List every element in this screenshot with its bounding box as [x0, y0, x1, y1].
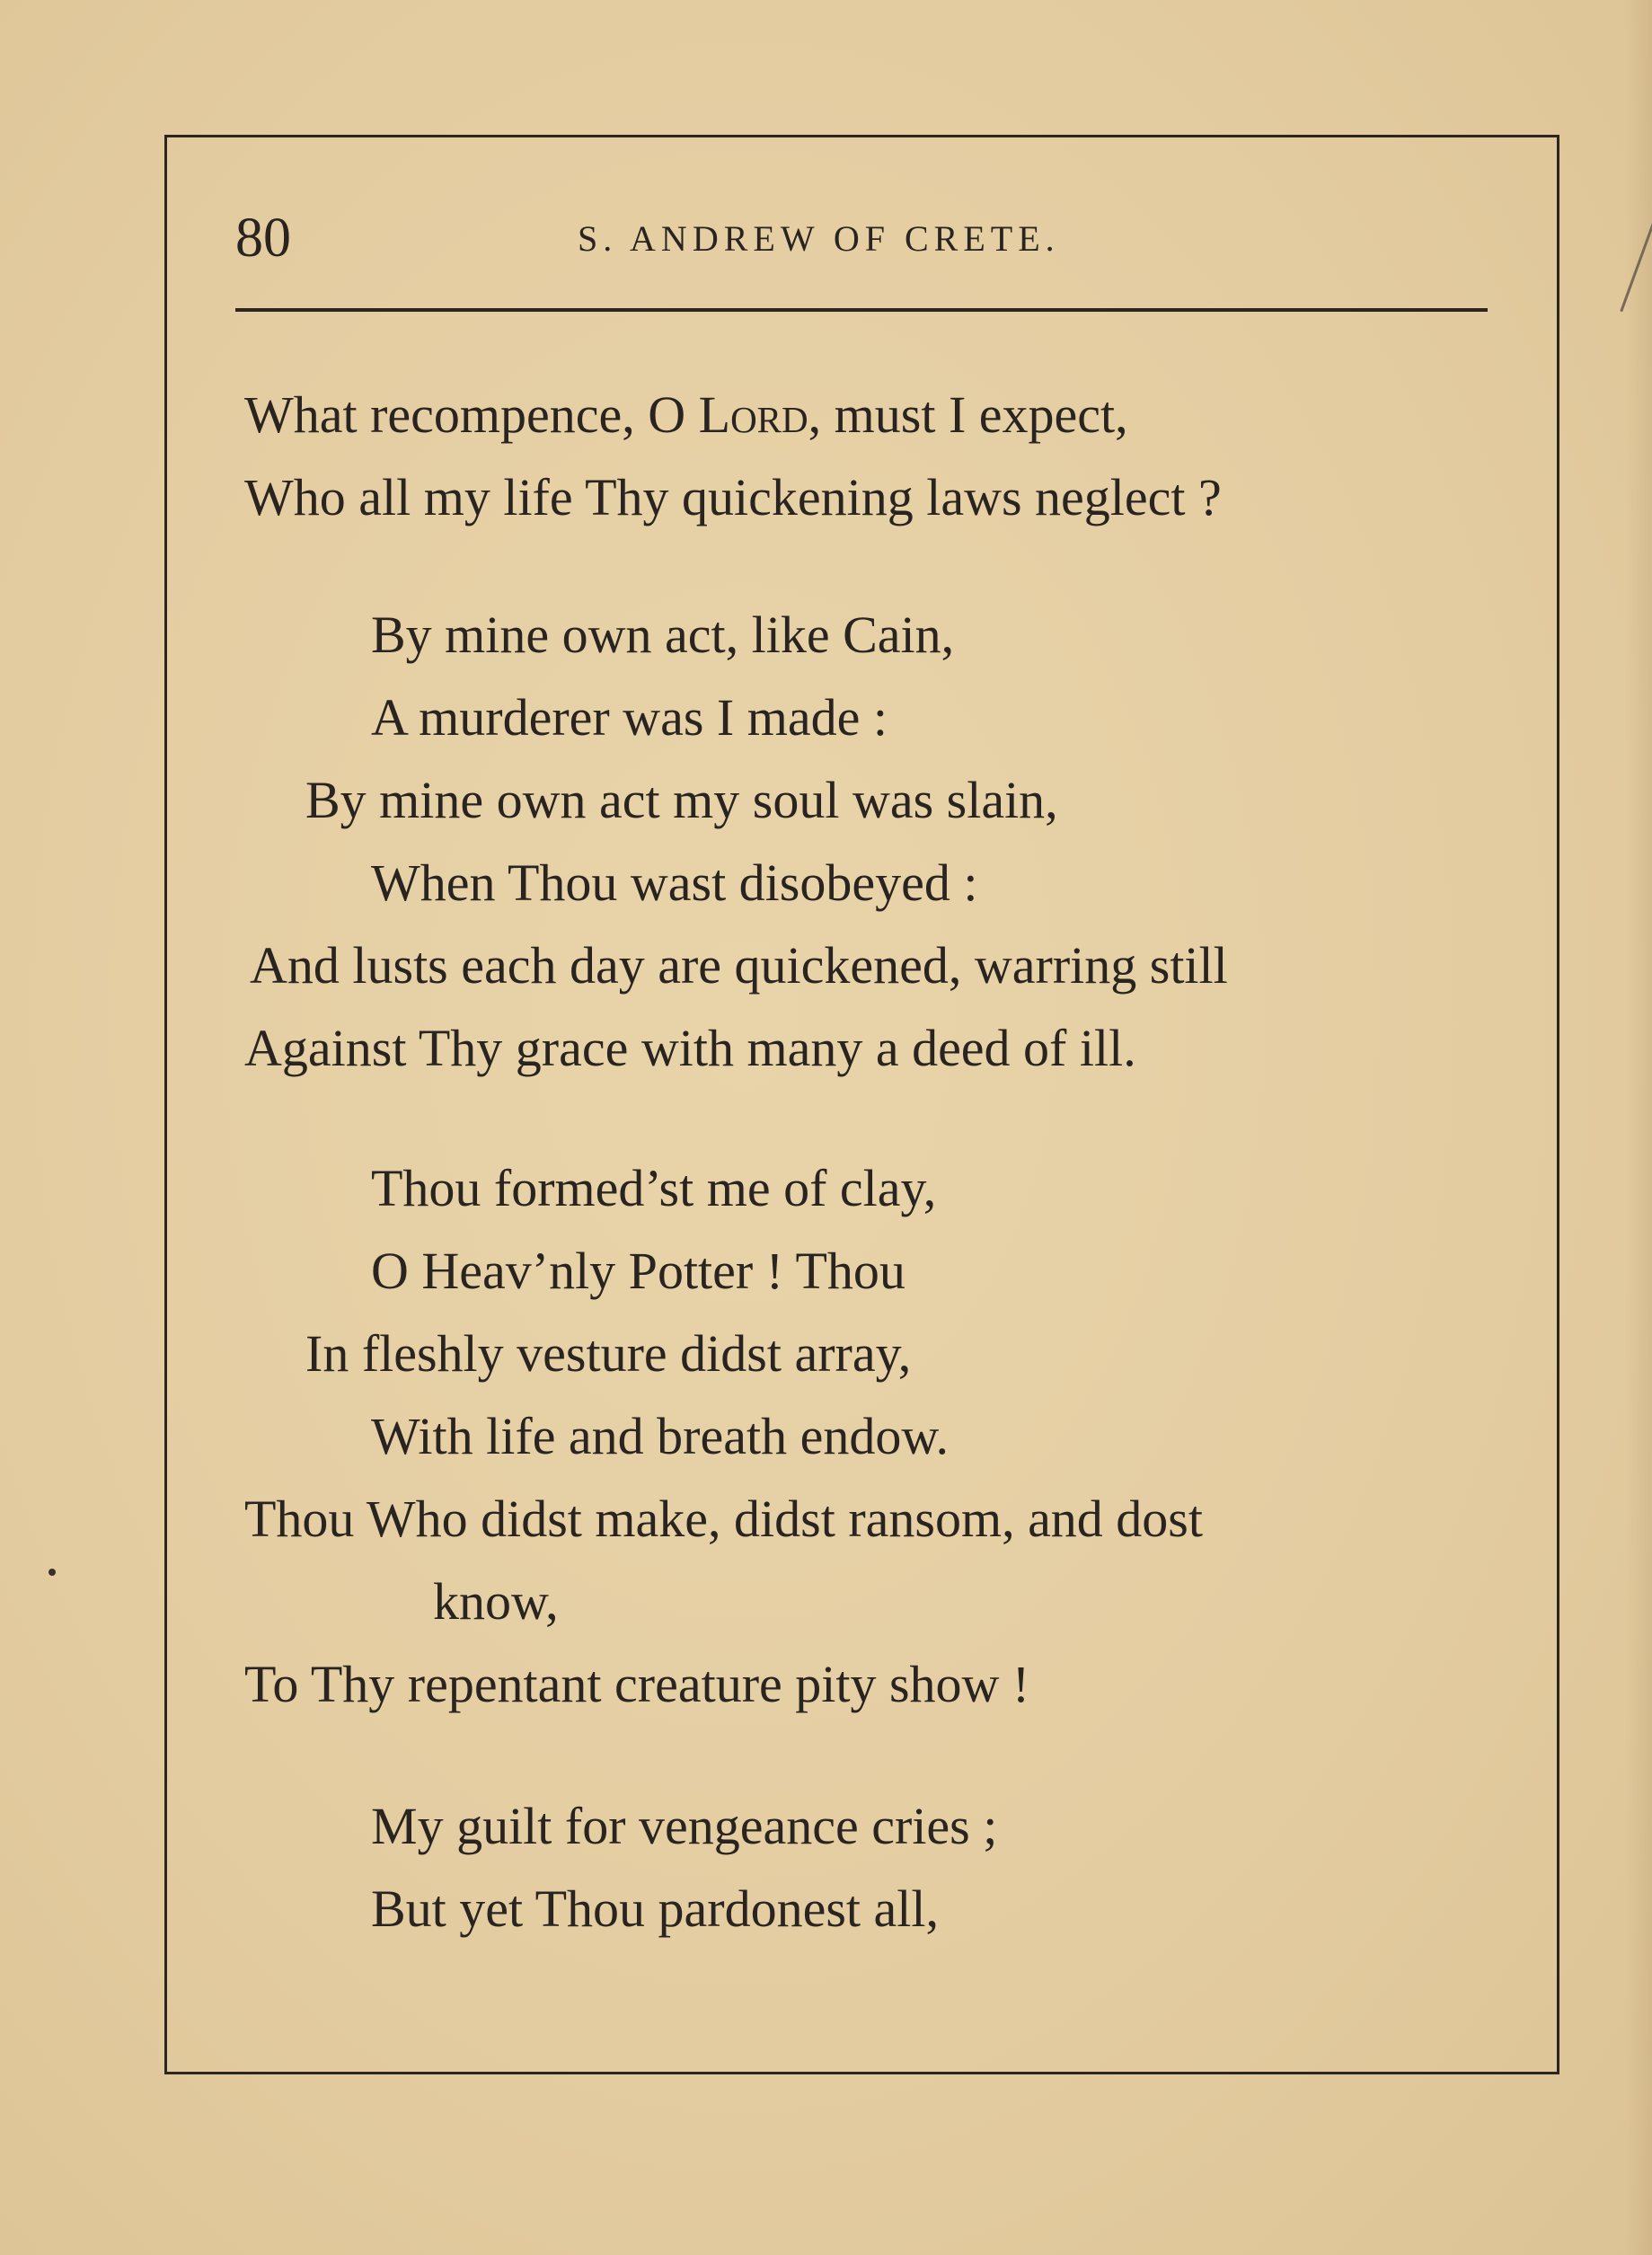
poem-line: Against Thy grace with many a deed of ill.: [244, 1019, 1136, 1077]
frame-right-rule: [1557, 135, 1559, 2074]
poem-line: [244, 384, 1128, 447]
poem-line: By mine own act my soul was slain,: [305, 771, 1058, 829]
header-rule: [235, 308, 1488, 312]
poem-line: Who all my life Thy quickening laws neglect ?: [244, 468, 1222, 526]
poem-line: Thou formed’st me of clay,: [371, 1159, 937, 1217]
poem-line: With life and breath endow.: [371, 1407, 949, 1465]
poem-line: Thou Who didst make, didst ransom, and dost: [244, 1490, 1203, 1548]
poem-line: A murderer was I made :: [371, 688, 888, 747]
poem-line: But yet Thou pardonest all,: [371, 1879, 939, 1938]
print-speck: [49, 1569, 56, 1576]
poem-line: When Thou wast disobeyed :: [371, 853, 978, 912]
poem-line: O Heav’nly Potter ! Thou: [371, 1242, 906, 1300]
page-number: 80: [235, 208, 291, 269]
poem-line: And lusts each day are quickened, warring still: [250, 936, 1228, 995]
page-header: [235, 207, 1488, 270]
poem-line: know,: [433, 1572, 559, 1631]
line-text: , must I expect,: [808, 385, 1128, 444]
running-head: S. ANDREW OF CRETE.: [578, 218, 1060, 259]
frame-top-rule: [164, 135, 1559, 137]
poem-line: To Thy repentant creature pity show !: [244, 1655, 1030, 1713]
poem-line: By mine own act, like Cain,: [371, 606, 955, 664]
page-edge-shadow: [1625, 0, 1652, 2255]
frame-bottom-rule: [164, 2072, 1559, 2074]
poem-line: My guilt for vengeance cries ;: [371, 1797, 998, 1855]
poem-line: In fleshly vesture didst array,: [305, 1324, 912, 1383]
lord-smallcaps: Lord: [698, 385, 808, 444]
frame-left-rule: [164, 135, 167, 2074]
line-text: What recompence, O: [244, 385, 699, 444]
